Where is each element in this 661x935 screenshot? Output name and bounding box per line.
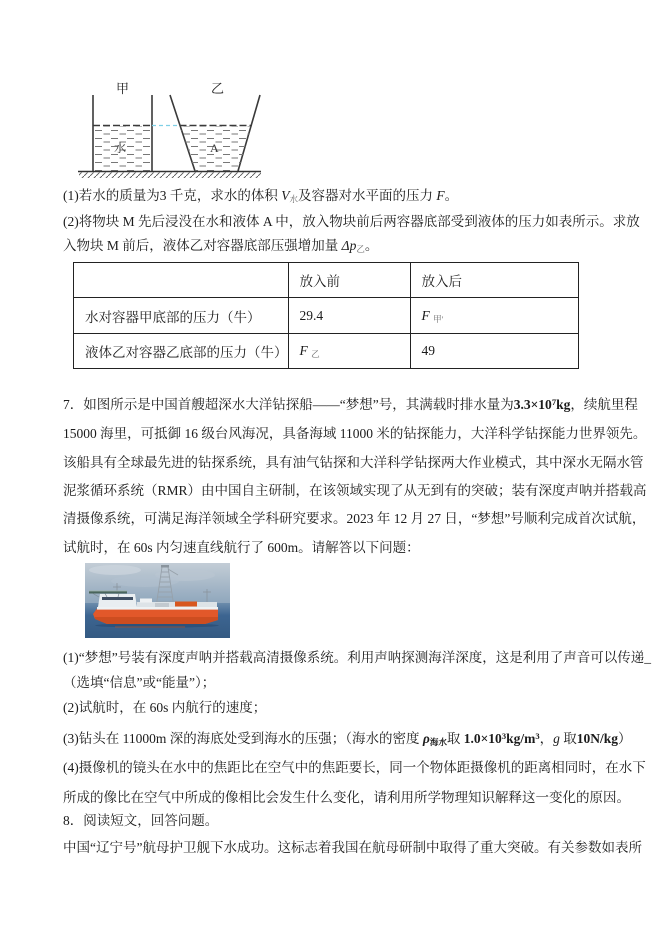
q7-stem-line1: 7．如图所示是中国首艘超深水大洋钻探船——“梦想”号，其满载时排水量为$3.3\times 10^7kg$，续航里程 xyxy=(63,397,638,412)
table-header-after: 放入后 xyxy=(410,263,578,298)
container-jia-label: 甲 xyxy=(116,81,130,96)
funnel-block xyxy=(140,599,152,603)
row2-after-value: 49 xyxy=(410,334,578,369)
q6-part1-line: (1)若水的质量为3 千克，求水的体积 $V_水$及容器对水平面的压力 F。 xyxy=(63,188,459,204)
q7-stem-line2: 15000 海里，可抵御 16 级台风海况，具备海域 11000 米的钻探能力，大洋科学钻探能力世界领先。 xyxy=(63,426,647,441)
q7-stem-line5: 清摄像系统，可满足海洋领域全学科研究要求。2023 年 12 月 27 日，“梦想”号顺利完成首次试航， xyxy=(63,511,646,526)
q7-sub4-line2: 所成的像比在空气中所成的像相比会发生什么变化，请利用所学物理知识解释这一变化的原因。 xyxy=(63,790,630,805)
table-header-row xyxy=(74,263,579,298)
q8-intro-line: 中国“辽宁号”航母护卫舰下水成功。这标志着我国在航母研制中取得了重大突破。有关参数如表所 xyxy=(63,840,642,855)
table-header-before: 放入前 xyxy=(288,263,410,298)
q7-stem-line3: 该船具有全球最先进的钻探系统，具有油气钻探和大洋科学钻探两大作业模式，其中深水无隔水管 xyxy=(63,455,644,470)
liquid-a-label: A xyxy=(210,141,219,155)
hull-white-band xyxy=(97,607,218,610)
ship-hull-lower xyxy=(95,617,218,624)
water-label: 水 xyxy=(114,141,127,155)
q7-sub4-line1: (4)摄像机的镜头在水中的焦距比在空气中的焦距要长，同一个物体距摄像机的距离相同时，在水下 xyxy=(63,760,646,775)
hull-reflection xyxy=(115,626,185,628)
q6-part2-line1: (2)将物块 M 先后浸没在水和液体 A 中，放入物块前后两容器底部受到液体的压力如表所示。求放 xyxy=(63,214,640,229)
row1-label: 水对容器甲底部的压力（牛） xyxy=(74,298,289,334)
table-header-empty xyxy=(74,263,289,298)
container-yi-label: 乙 xyxy=(211,81,225,96)
q7-sub3: (3)钻头在 11000m 深的海底处受到海水的压强；（海水的密度 $\rho_{海水}$取 $1.0\times 10^3kg/m^3$，g 取10N/kg） xyxy=(63,731,632,747)
q7-sub1-line1: (1)“梦想”号装有深度声呐并搭载高清摄像系统。利用声呐探测海洋深度，这是利用了声音可以传递_ xyxy=(63,650,651,665)
row2-label: 液体乙对容器乙底部的压力（牛） xyxy=(74,334,289,369)
q7-sub2: (2)试航时，在 60s 内航行的速度； xyxy=(63,700,267,715)
ground-hatching xyxy=(79,173,261,179)
helipad-edge xyxy=(89,591,127,592)
cloud xyxy=(89,565,141,575)
pressure-table xyxy=(73,262,579,369)
q8-title: 8．阅读短文，回答问题。 xyxy=(63,813,219,828)
ship-photo xyxy=(85,563,230,638)
q6-part2-line2: 入物块 M 前后，液体乙对容器底部压强增加量 $\Delta p_乙$。 xyxy=(63,238,379,254)
table-row xyxy=(74,298,579,334)
row2-before-value: F $_乙$ xyxy=(288,334,410,369)
row1-after-value: F $_{甲'}$ xyxy=(410,298,578,334)
deck-equipment-grey xyxy=(155,603,169,607)
q7-sub1-line2: （选填“信息”或“能量”）； xyxy=(63,675,216,690)
bridge-windows xyxy=(102,597,133,600)
q7-stem-line4: 泥浆循环系统（RMR）由中国自主研制，在该领域实现了从无到有的突破；装有深度声呐并搭载高 xyxy=(63,483,647,498)
deck-equipment-orange xyxy=(175,602,197,607)
derrick-crown xyxy=(161,565,169,568)
table-row xyxy=(74,334,579,369)
bridge-superstructure xyxy=(98,594,137,607)
row1-before-value: 29.4 xyxy=(288,298,410,334)
q7-stem-line6: 试航时，在 60s 内匀速直线航行了 600m。请解答以下问题： xyxy=(63,540,420,555)
containers-diagram xyxy=(78,80,263,179)
